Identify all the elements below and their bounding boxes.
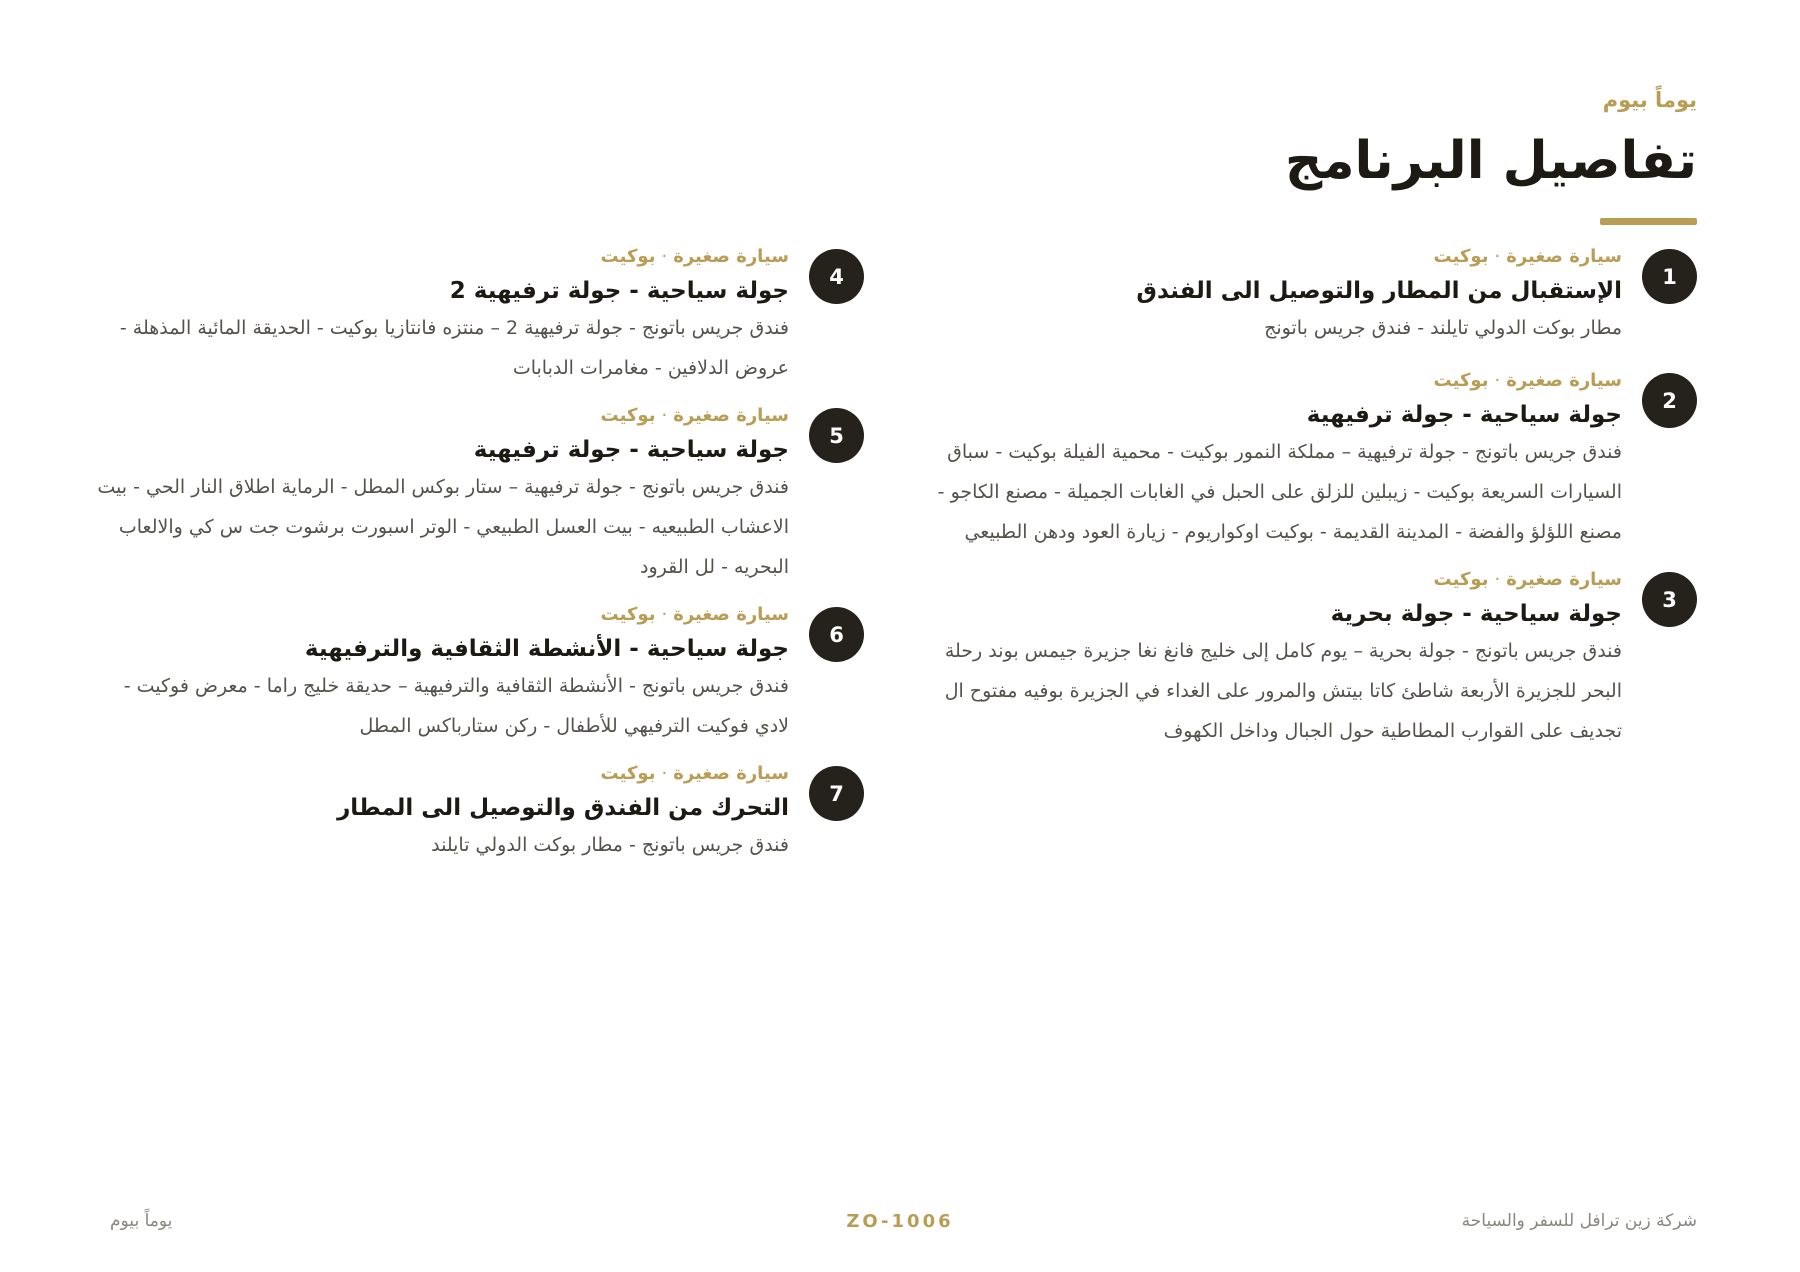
- day-meta: [917, 246, 1622, 268]
- day-description: فندق جريس باتونج - جولة بحرية – يوم كامل إلى خليج فانغ نغا جزيرة جيمس بوند رحلة البحر للجزيرة الأربعة شاطئ كاتا بيتش والمرور على الغداء في الجزيرة بوفيه مفتوح ال تجديف على القوارب المطاطية حول الجبال وداخل الكهوف: [944, 640, 1622, 742]
- day-meta: [84, 405, 789, 427]
- day-description: فندق جريس باتونج - جولة ترفيهية – ستار بوكس المطل - الرماية اطلاق النار الحي - بيت الاعشاب الطبيعيه - بيت العسل الطبيعي - الوتر اسبورت برشوت جت س كي والالعاب البحريه - لل القرود: [97, 476, 789, 578]
- day-description: مطار بوكت الدولي تايلند - فندق جريس باتونج: [1264, 317, 1622, 339]
- day-meta: [84, 604, 789, 626]
- day-meta: [84, 763, 789, 785]
- day-item: [84, 604, 864, 746]
- day-title: جولة سياحية - جولة ترفيهية 2: [449, 278, 789, 304]
- itinerary-column-left: [84, 246, 864, 865]
- meta-separator: ·: [661, 763, 668, 784]
- day-meta: [917, 370, 1622, 392]
- day-description: فندق جريس باتونج - جولة ترفيهية – مملكة النمور بوكيت - محمية الفيلة بوكيت - سباق السيارات السريعة بوكيت - زيبلين للزلق على الحبل في الغابات الجميلة - مصنع الكاجو - مصنع اللؤلؤ والفضة - المدينة القديمة - بوكيت اوكواريوم - زيارة العود ودهن الطبيعي: [937, 441, 1622, 543]
- day-number-badge: 2: [1642, 373, 1697, 428]
- vehicle-label: سيارة صغيرة: [1506, 370, 1622, 391]
- day-meta: [917, 569, 1622, 591]
- day-title: التحرك من الفندق والتوصيل الى المطار: [337, 795, 789, 821]
- day-description: فندق جريس باتونج - جولة ترفيهية 2 – منتزه فانتازيا بوكيت - الحديقة المائية المذهلة - عروض الدلافين - مغامرات الدبابات: [119, 317, 789, 379]
- vehicle-label: سيارة صغيرة: [673, 604, 789, 625]
- city-label: بوكيت: [600, 763, 656, 784]
- day-title: جولة سياحية - جولة بحرية: [1330, 601, 1622, 627]
- day-description: فندق جريس باتونج - الأنشطة الثقافية والترفيهية – حديقة خليج راما - معرض فوكيت - لادي فوكيت الترفيهي للأطفال - ركن ستارباكس المطل: [123, 675, 789, 737]
- day-number-badge: 4: [809, 249, 864, 304]
- day-item: [917, 246, 1697, 348]
- day-number-badge: 3: [1642, 572, 1697, 627]
- section-kicker: يوماً بيوم: [1602, 88, 1697, 112]
- day-number-badge: 1: [1642, 249, 1697, 304]
- title-underline: [1600, 218, 1697, 225]
- city-label: بوكيت: [600, 246, 656, 267]
- day-title: جولة سياحية - الأنشطة الثقافية والترفيهية: [304, 636, 789, 662]
- page-title: تفاصيل البرنامج: [1284, 131, 1697, 191]
- day-item: [917, 569, 1697, 751]
- footer-company: شركة زين ترافل للسفر والسياحة: [1461, 1211, 1697, 1231]
- day-title: جولة سياحية - جولة ترفيهية: [1306, 402, 1622, 428]
- day-item: [84, 763, 864, 865]
- meta-separator: ·: [1494, 246, 1501, 267]
- day-number-badge: 5: [809, 408, 864, 463]
- city-label: بوكيت: [1433, 569, 1489, 590]
- meta-separator: ·: [661, 405, 668, 426]
- meta-separator: ·: [661, 246, 668, 267]
- day-item: [917, 370, 1697, 552]
- vehicle-label: سيارة صغيرة: [673, 405, 789, 426]
- day-number-badge: 7: [809, 766, 864, 821]
- day-title: جولة سياحية - جولة ترفيهية: [473, 437, 789, 463]
- day-number-badge: 6: [809, 607, 864, 662]
- day-description: فندق جريس باتونج - مطار بوكت الدولي تايلند: [431, 834, 789, 856]
- footer-label: يوماً بيوم: [110, 1211, 173, 1231]
- day-title: الإستقبال من المطار والتوصيل الى الفندق: [1136, 278, 1622, 304]
- day-item: [84, 246, 864, 388]
- itinerary-column-right: [917, 246, 1697, 751]
- meta-separator: ·: [1494, 370, 1501, 391]
- meta-separator: ·: [1494, 569, 1501, 590]
- city-label: بوكيت: [1433, 370, 1489, 391]
- meta-separator: ·: [661, 604, 668, 625]
- vehicle-label: سيارة صغيرة: [1506, 569, 1622, 590]
- vehicle-label: سيارة صغيرة: [1506, 246, 1622, 267]
- city-label: بوكيت: [600, 604, 656, 625]
- vehicle-label: سيارة صغيرة: [673, 246, 789, 267]
- day-meta: [84, 246, 789, 268]
- footer-code: ZO-1006: [846, 1211, 954, 1232]
- day-item: [84, 405, 864, 587]
- city-label: بوكيت: [1433, 246, 1489, 267]
- city-label: بوكيت: [600, 405, 656, 426]
- vehicle-label: سيارة صغيرة: [673, 763, 789, 784]
